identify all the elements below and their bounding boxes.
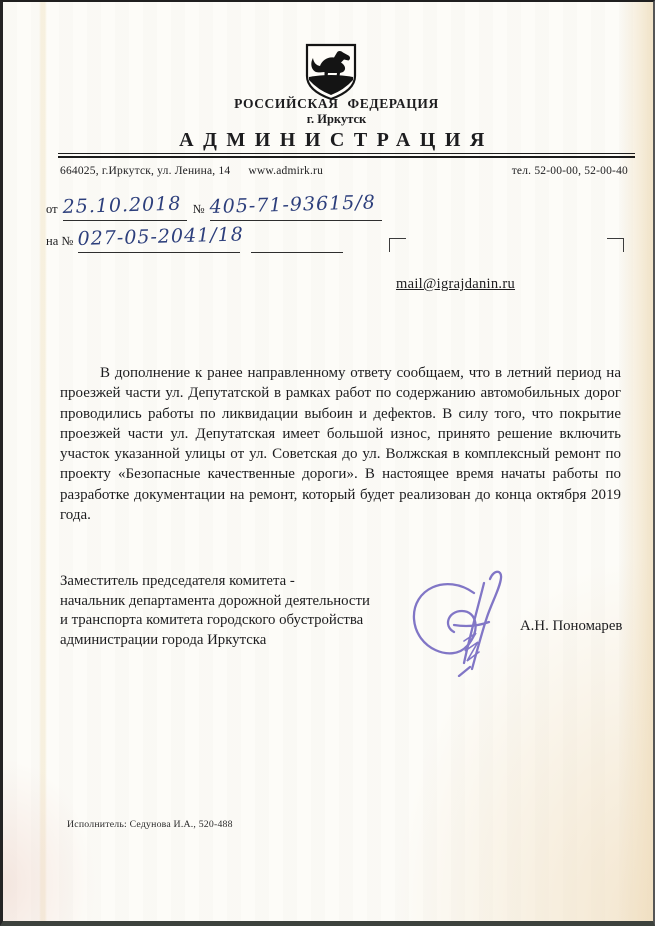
irkutsk-coat-of-arms-icon: [304, 43, 358, 101]
letterhead-organization-title: АДМИНИСТРАЦИЯ: [179, 129, 494, 151]
from-label: от: [46, 202, 58, 216]
handwritten-incoming-number: 027-05-2041/18: [77, 223, 245, 251]
recipient-email: mail@igrajdanin.ru: [396, 276, 516, 292]
executor-line: Исполнитель: Седунова И.А., 520-488: [67, 819, 233, 830]
letterhead-country: РОССИЙСКАЯ ФЕДЕРАЦИЯ: [234, 96, 439, 111]
outgoing-reference-line: [46, 191, 388, 221]
handwritten-signature-icon: [404, 569, 519, 677]
blank-underline: [251, 228, 343, 253]
postal-address: 664025, г.Иркутск, ул. Ленина, 14: [60, 165, 231, 177]
signer-name: А.Н. Пономарев: [520, 618, 623, 634]
reply-to-label: на №: [46, 234, 74, 248]
date-field-underline: [61, 192, 187, 221]
letterhead-double-rule: [58, 153, 635, 158]
letterhead-city: г. Иркутск: [306, 112, 367, 126]
signer-position-line: Заместитель председателя комитета -: [60, 573, 295, 589]
signer-position-line: начальник департамента дорожной деятельности: [60, 592, 370, 609]
signer-position-line: и транспорта комитета городского обустройства: [60, 612, 364, 628]
incoming-reference-line: [46, 223, 349, 253]
website-text: www.admirk.ru: [248, 165, 324, 177]
handwritten-date: 25.10.2018: [61, 192, 182, 219]
number-label: №: [192, 202, 205, 216]
outgoing-number-underline: [208, 191, 382, 221]
signer-position-line: администрации города Иркутска: [60, 631, 267, 648]
address-zone-corner-right-icon: [607, 238, 624, 252]
address-zone-corner-left-icon: [389, 238, 406, 252]
handwritten-outgoing-number: 405-71-93615/8: [208, 191, 376, 219]
letter-body-paragraph: В дополнение к ранее направленному ответу сообщаем, что в летний период на проезжей части ул. Депутатской в рамках работ по содержанию автомобильных дорог проводились работы по ликвидации выбоин и дефектов. В силу того, что покрытие проезжей части ул. Депутатская имеет большой износ, принято решение включить участок указанной улицы от ул. Советская до ул. Волжская в комплексный ремонт по проекту «Безопасные качественные дороги». В настоящее время начаты работы по разработке документации на ремонт, который будет реализован до конца октября 2019 года.: [60, 365, 621, 524]
letterhead-contact-row: [60, 165, 628, 177]
incoming-number-underline: [77, 223, 245, 253]
letterhead-address-group: [60, 165, 323, 177]
phone-numbers: тел. 52-00-00, 52-00-40: [511, 165, 628, 177]
signer-position-block: [60, 572, 370, 650]
